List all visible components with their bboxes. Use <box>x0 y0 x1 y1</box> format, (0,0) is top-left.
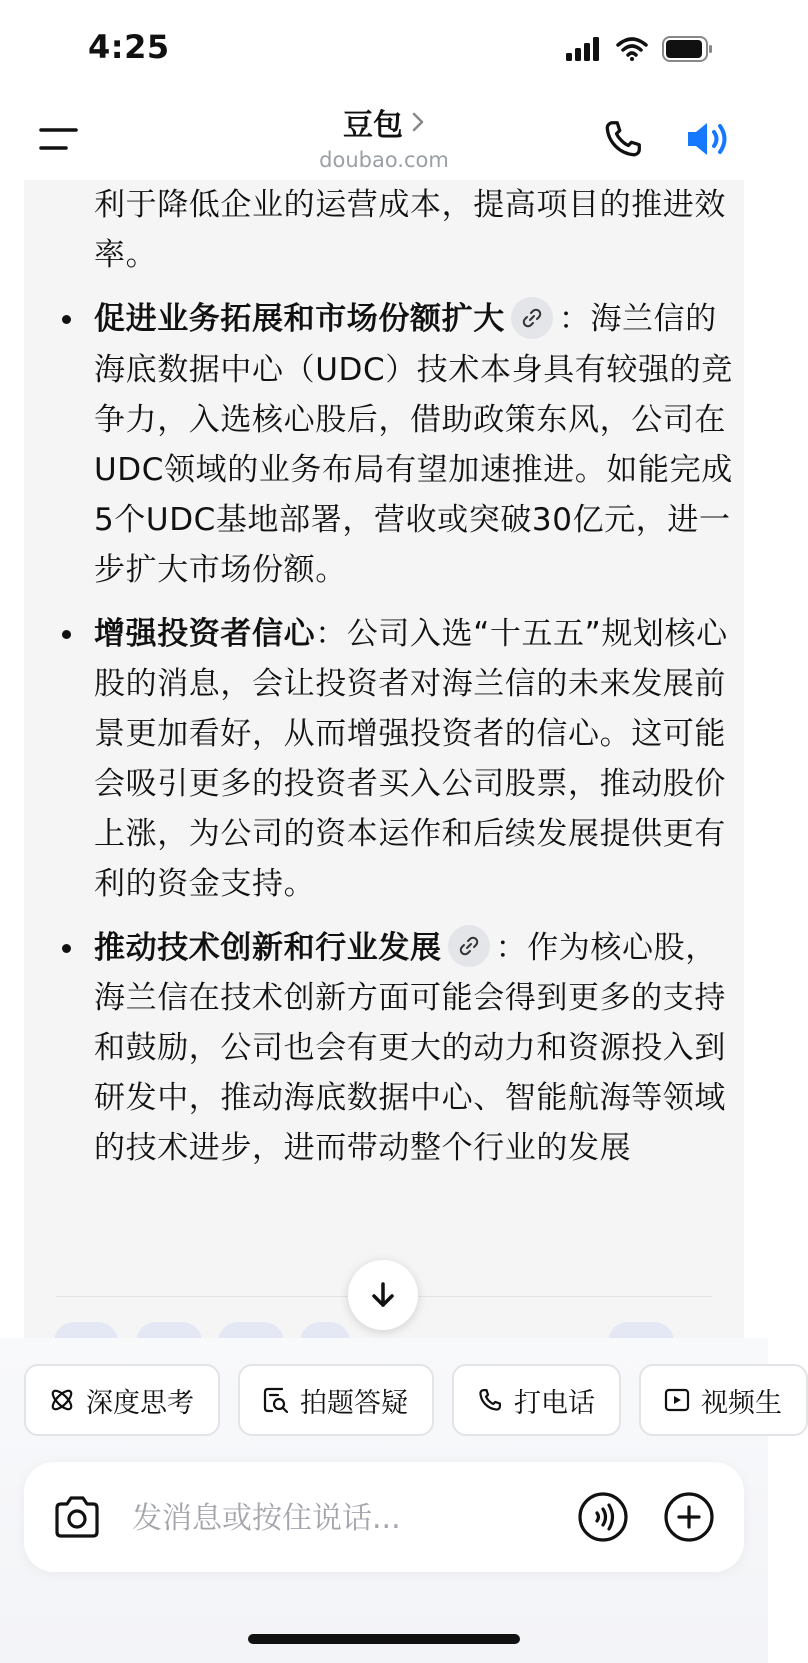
chat-header <box>0 100 768 180</box>
list-item <box>94 609 734 909</box>
voice-call-button[interactable] <box>576 1490 630 1544</box>
phone-icon <box>600 116 646 162</box>
camera-button[interactable] <box>52 1494 102 1540</box>
scroll-to-bottom-button[interactable] <box>348 1260 418 1330</box>
assistant-message <box>24 180 744 1340</box>
list-item-heading: 增强投资者信心 <box>94 615 316 652</box>
list-item-text: ：作为核心股，海兰信在技术创新方面可能会得到更多的支持和鼓励，公司也会有更大的动力和资源投入到研发中，推动海底数据中心、智能航海等领域的技术进步，进而带动整个行业的发展 <box>94 929 726 1166</box>
bullet-dot <box>62 944 71 953</box>
quick-action-photo-question[interactable] <box>238 1364 434 1436</box>
atom-icon <box>48 1386 76 1414</box>
message-body <box>94 180 734 1173</box>
chat-subtitle: doubao.com <box>319 148 449 172</box>
chevron-right-icon <box>411 111 425 133</box>
wifi-icon <box>616 37 648 61</box>
list-item <box>94 923 734 1174</box>
quick-action-label: 深度思考 <box>86 1387 194 1419</box>
status-time: 4:25 <box>88 28 170 66</box>
scan-question-icon <box>262 1386 290 1414</box>
arrow-down-icon <box>368 1280 398 1310</box>
reference-link-button[interactable] <box>511 297 553 339</box>
status-bar <box>0 0 768 100</box>
reference-link-button[interactable] <box>448 925 490 967</box>
link-icon <box>457 934 481 958</box>
quick-action-label: 视频生 <box>701 1387 782 1419</box>
home-indicator <box>248 1634 520 1644</box>
bullet-dot <box>62 315 71 324</box>
camera-icon <box>52 1494 102 1540</box>
battery-icon <box>662 36 714 62</box>
status-icons <box>566 36 714 62</box>
list-item-text: ：海兰信的海底数据中心（UDC）技术本身具有较强的竞争力，入选核心股后，借助政策东风，公司在UDC领域的业务布局有望加速推进。如能完成5个UDC基地部署，营收或突破30亿元，进一步扩大市场份额。 <box>94 301 733 588</box>
plus-icon <box>662 1490 716 1544</box>
chat-title-text: 豆包 <box>343 108 403 143</box>
title-area[interactable] <box>0 100 768 172</box>
add-attachment-button[interactable] <box>662 1490 716 1544</box>
list-item-text: ：公司入选“十五五”规划核心股的消息，会让投资者对海兰信的未来发展前景更加看好，从而增强投资者的信心。这可能会吸引更多的投资者买入公司股票，推动股价上涨，为公司的资本运作和后续发展提供更有利的资金支持。 <box>94 615 728 902</box>
signal-icon <box>566 37 602 61</box>
video-play-icon <box>663 1386 691 1414</box>
quick-action-label: 打电话 <box>514 1387 595 1419</box>
chat-title[interactable] <box>343 100 425 144</box>
list-item <box>94 294 734 595</box>
link-icon <box>520 306 544 330</box>
quick-action-label: 拍题答疑 <box>300 1387 408 1419</box>
quick-action-deep-think[interactable] <box>24 1364 220 1436</box>
phone-icon <box>476 1386 504 1414</box>
list-item-heading: 促进业务拓展和市场份额扩大 <box>94 301 505 337</box>
quick-actions-row <box>24 1364 808 1436</box>
voice-wave-icon <box>576 1490 630 1544</box>
continuation-text: 利于降低企业的运营成本，提高项目的推进效率。 <box>94 187 726 273</box>
bullet-dot <box>62 630 71 639</box>
read-aloud-button[interactable] <box>684 116 734 162</box>
speaker-icon <box>684 116 734 162</box>
message-input-bar <box>24 1462 744 1572</box>
message-input[interactable] <box>130 1492 564 1544</box>
list-item-heading: 推动技术创新和行业发展 <box>94 929 442 966</box>
quick-action-video[interactable] <box>639 1364 808 1436</box>
call-button[interactable] <box>600 116 646 162</box>
quick-action-call[interactable] <box>452 1364 621 1436</box>
composer-area <box>0 1338 782 1663</box>
